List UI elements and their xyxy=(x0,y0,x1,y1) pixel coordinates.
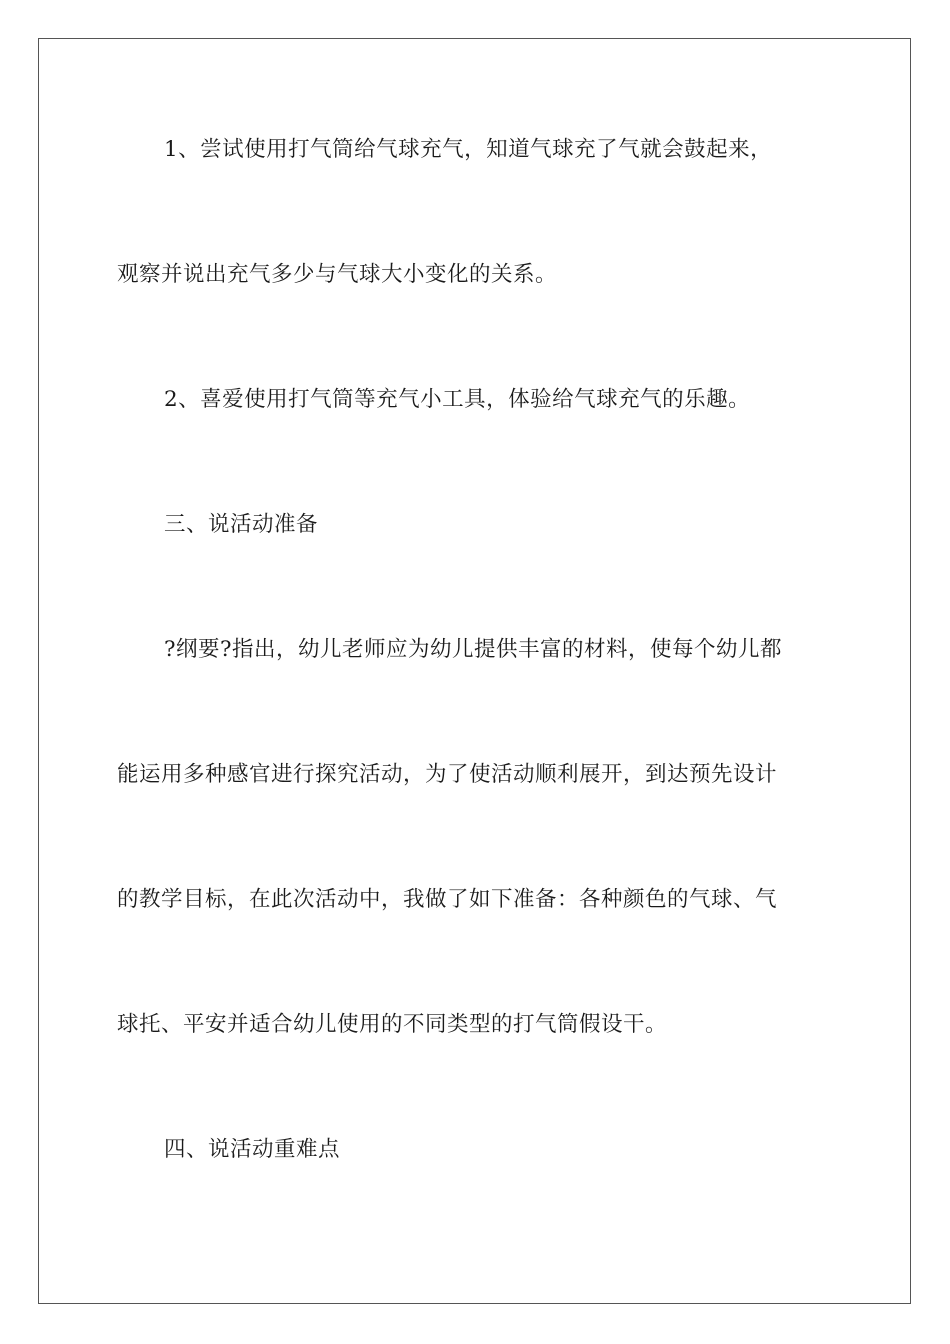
paragraph-preparation-line-1: ?纲要?指出，幼儿老师应为幼儿提供丰富的材料，使每个幼儿都 xyxy=(164,637,783,662)
paragraph-goal-1-line-1: 1、尝试使用打气筒给气球充气，知道气球充了气就会鼓起来， xyxy=(164,137,773,162)
page-frame xyxy=(38,38,911,1304)
paragraph-preparation-line-4: 球托、平安并适合幼儿使用的不同类型的打气筒假设干。 xyxy=(117,1012,668,1037)
section-heading-key-points: 四、说活动重难点 xyxy=(164,1137,341,1162)
paragraph-preparation-line-3: 的教学目标，在此次活动中，我做了如下准备：各种颜色的气球、气 xyxy=(117,887,778,912)
paragraph-goal-1-line-2: 观察并说出充气多少与气球大小变化的关系。 xyxy=(117,262,558,287)
paragraph-preparation-line-2: 能运用多种感官进行探究活动，为了使活动顺利展开，到达预先设计 xyxy=(117,762,778,787)
section-heading-preparation: 三、说活动准备 xyxy=(164,512,319,537)
paragraph-goal-2: 2、喜爱使用打气筒等充气小工具，体验给气球充气的乐趣。 xyxy=(164,387,751,412)
